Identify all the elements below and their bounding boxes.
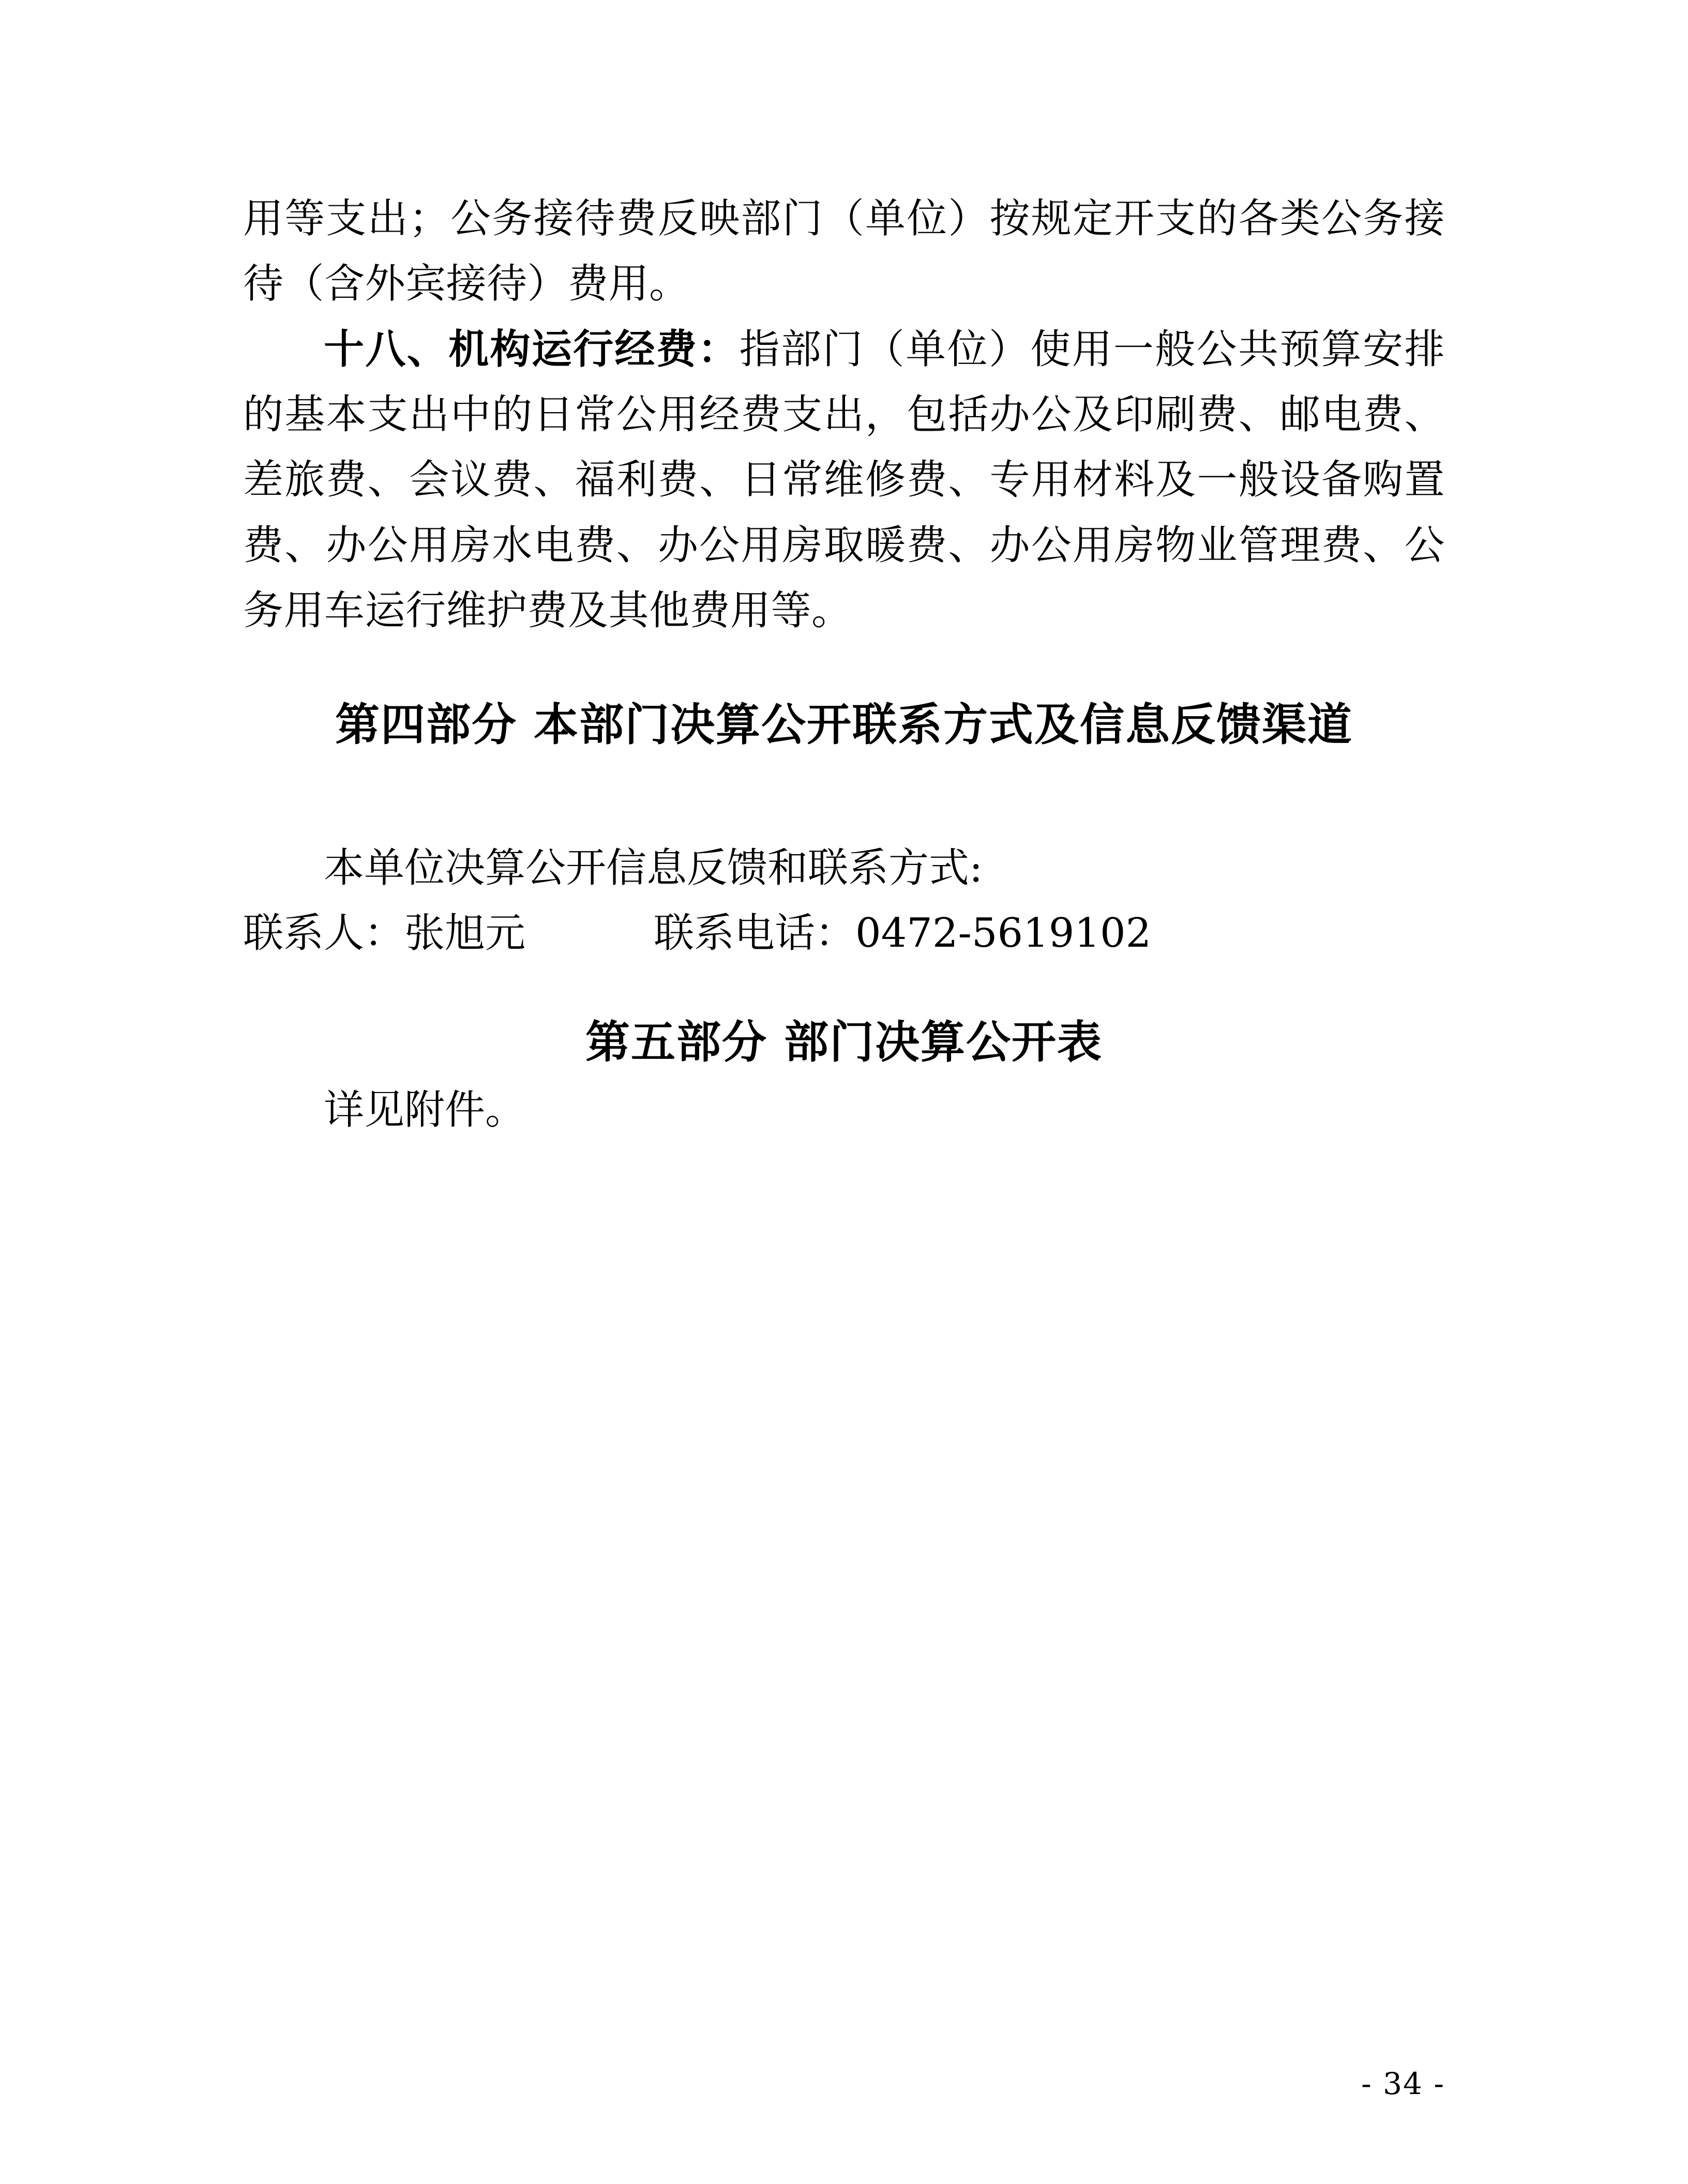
paragraph-continued: 用等支出；公务接待费反映部门（单位）按规定开支的各类公务接待（含外宾接待）费用。 — [243, 195, 1445, 308]
spacer — [243, 758, 1445, 836]
paragraph-lead-label: 十八、机构运行经费： — [324, 325, 740, 373]
section-five-note: 详见附件。 — [324, 1087, 526, 1134]
section-five-heading: 第五部分 部门决算公开表 — [585, 1016, 1103, 1069]
contact-person: 联系人：张旭元 — [243, 909, 526, 957]
paragraph-body-text: 指部门（单位）使用一般公共预算安排的基本支出中的日常公用经费支出，包括办公及印刷费、邮电费、差旅费、会议费、福利费、日常维修费、专用材料及一般设备购置费、办公用房水电费、办公用房取暖费、办公用房物业管理费、公务用车运行维护费及其他费用等。 — [243, 326, 1445, 634]
contact-intro: 本单位决算公开信息反馈和联系方式: — [324, 844, 983, 891]
page-number: - 34 - — [1361, 2066, 1445, 2101]
contact-block — [243, 836, 1445, 966]
paragraph-item-eighteen — [243, 317, 1445, 644]
contact-details — [243, 901, 1445, 966]
contact-spacer — [525, 910, 654, 957]
section-four-heading: 第四部分 本部门决算公开联系方式及信息反馈渠道 — [335, 698, 1353, 751]
contact-phone: 联系电话：0472-5619102 — [653, 909, 1152, 957]
